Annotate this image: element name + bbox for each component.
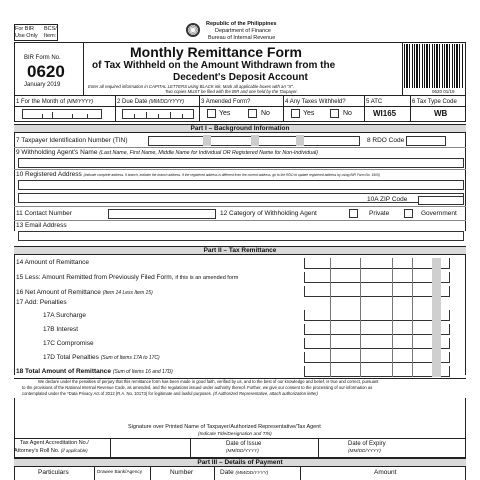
private-checkbox[interactable] bbox=[349, 209, 358, 218]
tin-label: 7 Taxpayer Identification Number (TIN) bbox=[16, 137, 128, 144]
bcs-label: BCS/ bbox=[44, 26, 57, 32]
tax-agent-note: (if applicable) bbox=[60, 448, 88, 453]
amended-yes-checkbox[interactable] bbox=[207, 109, 216, 118]
col-drawee: Drawee Bank/Agency bbox=[97, 469, 143, 474]
field-5-label: ATC bbox=[370, 99, 383, 105]
amended-no-label: No bbox=[261, 110, 270, 117]
col-number: Number bbox=[170, 469, 194, 476]
tax-agent-label-1: Tax Agent Accreditation No./ bbox=[20, 440, 89, 446]
item-15-note: if this is an amended form bbox=[175, 275, 239, 281]
amount-column-decimal bbox=[432, 258, 441, 377]
item-15-amount[interactable] bbox=[304, 272, 450, 283]
email-label: 13 Email Address bbox=[16, 222, 67, 229]
use-only-label: Use Only bbox=[15, 33, 38, 39]
declaration-line-2: to the provisions of the National Internal Revenue Code, as amended, and the regulations issued under authority thereof. Further, we give our consent to the processing of our information as bbox=[22, 385, 373, 390]
field-6-num: 6 bbox=[412, 99, 416, 105]
form-title: Monthly Remittance Form bbox=[130, 44, 302, 60]
field-3-label: Amended Form? bbox=[205, 99, 251, 105]
private-label: Private bbox=[369, 210, 390, 217]
item-18-amount[interactable] bbox=[304, 366, 450, 377]
col-amount: Amount bbox=[374, 469, 397, 476]
form-subtitle-1: of Tax Withheld on the Amount Withdrawn from the bbox=[92, 60, 336, 71]
declaration-note: (If Authorized Representative, attach authorization letter) bbox=[213, 391, 318, 396]
field-4-label: Any Taxes Withheld? bbox=[289, 99, 346, 105]
part-1-header: Part I – Background Information bbox=[14, 124, 466, 133]
declaration-line-1: We declare under the penalties of perjury that this remittance form has been made in good faith, verified by us, and to the best of our knowledge and belief, is true and correct, pursuant bbox=[38, 379, 379, 384]
signature-sub: (Indicate Title/Designation and TIN) bbox=[198, 431, 272, 436]
form-date: January 2019 bbox=[24, 82, 61, 88]
for-bir-label: For BIR bbox=[15, 26, 34, 32]
signature-label: Signature over Printed Name of Taxpayer/Authorized Representative/Tax Agent bbox=[128, 424, 321, 430]
tax-agent-label-2: Attorney's Roll No. bbox=[14, 448, 60, 454]
zip-field[interactable] bbox=[418, 196, 464, 205]
item-17b-amount[interactable] bbox=[304, 324, 450, 335]
item-17a-label: 17A Surcharge bbox=[43, 312, 87, 319]
withheld-yes-label: Yes bbox=[303, 110, 315, 117]
item-14-label: 14 Amount of Remittance bbox=[16, 259, 89, 266]
zip-label: 10A ZIP Code bbox=[367, 196, 408, 203]
form-subtitle-2: Decedent's Deposit Account bbox=[173, 72, 308, 83]
agent-name-note: (Last Name, First Name, Middle Name for Individual OR Registered Name for Non-Individual) bbox=[99, 150, 318, 156]
item-label: Item: bbox=[44, 33, 57, 39]
contact-label: 11 Contact Number bbox=[16, 210, 72, 217]
form-number: 0620 bbox=[27, 62, 65, 81]
instructions-2: Two copies MUST be filed with the BIR and one held by the Taxpayer. bbox=[165, 89, 298, 94]
field-1-num: 1 bbox=[16, 99, 20, 105]
atc-value: WI165 bbox=[373, 109, 397, 118]
item-17-label: 17 Add: Penalties bbox=[16, 299, 67, 306]
part-3-header: Part III – Details of Payment bbox=[14, 458, 466, 467]
withheld-no-label: No bbox=[343, 110, 352, 117]
field-6-label: Tax Type Code bbox=[416, 99, 457, 105]
barcode bbox=[404, 44, 464, 88]
withheld-no-checkbox[interactable] bbox=[330, 109, 339, 118]
item-17d-note: (Sum of Items 17A to 17C) bbox=[100, 355, 160, 361]
col-particulars: Particulars bbox=[38, 469, 69, 476]
agent-name-field[interactable] bbox=[18, 158, 464, 168]
item-17a-amount[interactable] bbox=[304, 310, 450, 321]
government-label: Government bbox=[421, 210, 457, 217]
field-4-num: 4 bbox=[285, 99, 289, 105]
item-17d-label: 17D Total Penalties bbox=[43, 354, 99, 361]
agent-name-label: 9 Withholding Agent's Name bbox=[16, 149, 98, 156]
field-2-label: Due Date bbox=[122, 99, 148, 105]
item-17c-amount[interactable] bbox=[304, 338, 450, 349]
amended-yes-label: Yes bbox=[219, 110, 231, 117]
col-date-format: (MM/DD/YYYY) bbox=[235, 470, 269, 475]
expiry-date-label: Date of Expiry bbox=[348, 441, 386, 447]
col-date: Date bbox=[220, 469, 234, 476]
item-17d-amount[interactable] bbox=[304, 352, 450, 363]
email-field[interactable] bbox=[18, 231, 464, 241]
rdo-label: 8 RDO Code bbox=[367, 137, 405, 144]
tax-type-value: WB bbox=[434, 109, 448, 118]
item-17c-label: 17C Compromise bbox=[43, 340, 94, 347]
item-18-note: (Sum of Items 16 and 17D) bbox=[112, 369, 173, 375]
address-field-line-1[interactable] bbox=[18, 180, 464, 190]
bureau-label: Bureau of Internal Revenue bbox=[208, 35, 276, 41]
field-1-format: (MM/YYYY) bbox=[66, 99, 94, 105]
republic-label: Republic of the Philippines bbox=[206, 21, 277, 27]
field-2-num: 2 bbox=[117, 99, 121, 105]
instructions-1: Enter all required information in CAPITAL LETTERS using BLACK ink. Mark all applicable boxes with an "X". bbox=[88, 84, 295, 89]
field-5-num: 5 bbox=[366, 99, 370, 105]
address-label: 10 Registered Address bbox=[16, 171, 82, 178]
government-checkbox[interactable] bbox=[404, 209, 413, 218]
field-1-label: For the Month of bbox=[21, 99, 66, 105]
contact-field[interactable] bbox=[108, 209, 216, 219]
item-17b-label: 17B Interest bbox=[43, 326, 79, 333]
item-15-label: 15 Less: Amount Remitted from Previously Filed Form, bbox=[16, 274, 174, 281]
item-14-amount[interactable] bbox=[304, 258, 450, 269]
department-label: Department of Finance bbox=[215, 28, 271, 34]
issue-date-label: Date of Issue bbox=[226, 441, 262, 447]
part-2-header: Part II – Tax Remittance bbox=[14, 246, 466, 255]
item-18-label: 18 Total Amount of Remittance bbox=[16, 368, 111, 375]
form-no-label: BIR Form No. bbox=[24, 55, 61, 61]
address-note: (Indicate complete address. If branch, indicate the branch address. If the registered address is different from the current address, go to the RDO to update registered address by using BIR Form No. 1905) bbox=[83, 173, 380, 177]
month-field[interactable] bbox=[22, 109, 102, 119]
barcode-code: 0620 01/19 bbox=[432, 89, 455, 94]
item-16-amount[interactable] bbox=[304, 286, 450, 297]
expiry-date-format: (MM/DD/YYYY) bbox=[348, 448, 381, 453]
issue-date-format: (MM/DD/YYYY) bbox=[226, 448, 259, 453]
withheld-yes-checkbox[interactable] bbox=[291, 109, 300, 118]
field-2-format: (MM/DD/YYYY) bbox=[149, 99, 185, 105]
declaration-line-3: contemplated under the *Data Privacy Act of 2012 (R.A. No. 10173) for legitimate and lawful purposes. bbox=[22, 391, 212, 396]
rdo-field[interactable] bbox=[406, 136, 446, 146]
item-16-label: 16 Net Amount of Remittance bbox=[16, 289, 101, 296]
item-16-note: (Item 14 Less Item 15) bbox=[102, 290, 153, 296]
amended-no-checkbox[interactable] bbox=[248, 109, 257, 118]
field-3-num: 3 bbox=[201, 99, 205, 105]
category-label: 12 Category of Withholding Agent bbox=[220, 210, 317, 217]
bir-seal-logo bbox=[186, 23, 200, 37]
